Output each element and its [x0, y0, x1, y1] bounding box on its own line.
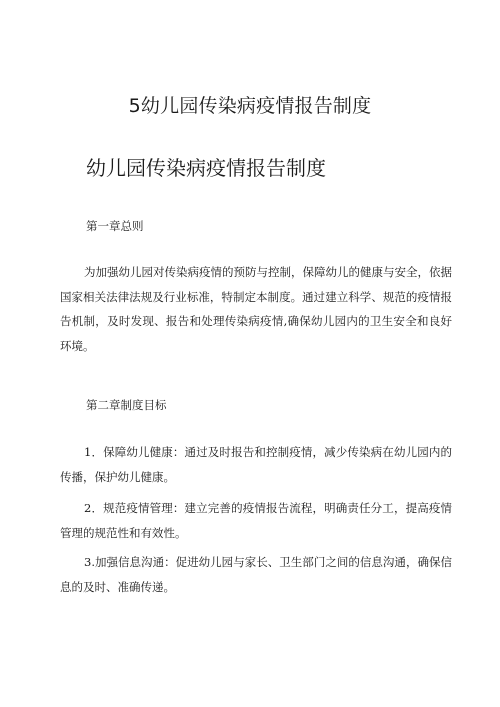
chapter-heading-2: 第二章制度目标 — [86, 398, 167, 412]
goal-item-1: 1．保障幼儿健康：通过及时报告和控制疫情，减少传染病在幼儿园内的传播，保护幼儿健康。 — [60, 445, 452, 484]
chapter-heading-1: 第一章总则 — [86, 219, 144, 233]
goal-item-3: 3.加强信息沟通：促进幼儿园与家长、卫生部门之间的信息沟通，确保信息的及时、准确传递。 — [60, 555, 452, 594]
chapter-1-paragraph: 为加强幼儿园对传染病疫情的预防与控制，保障幼儿的健康与安全，依据国家相关法律法规及行业标准，特制定本制度。通过建立科学、规范的疫情报告机制，及时发现、报告和处理传染病疫情,确保幼儿园内的卫生安全和良好环境。 — [60, 265, 452, 353]
document-subtitle: 幼儿园传染病疫情报告制度 — [86, 156, 326, 180]
goal-item-2: 2．规范疫情管理：建立完善的疫情报告流程，明确责任分工，提高疫情管理的规范性和有效性。 — [60, 501, 452, 540]
document-title: 5幼儿园传染病疫情报告制度 — [128, 95, 372, 117]
